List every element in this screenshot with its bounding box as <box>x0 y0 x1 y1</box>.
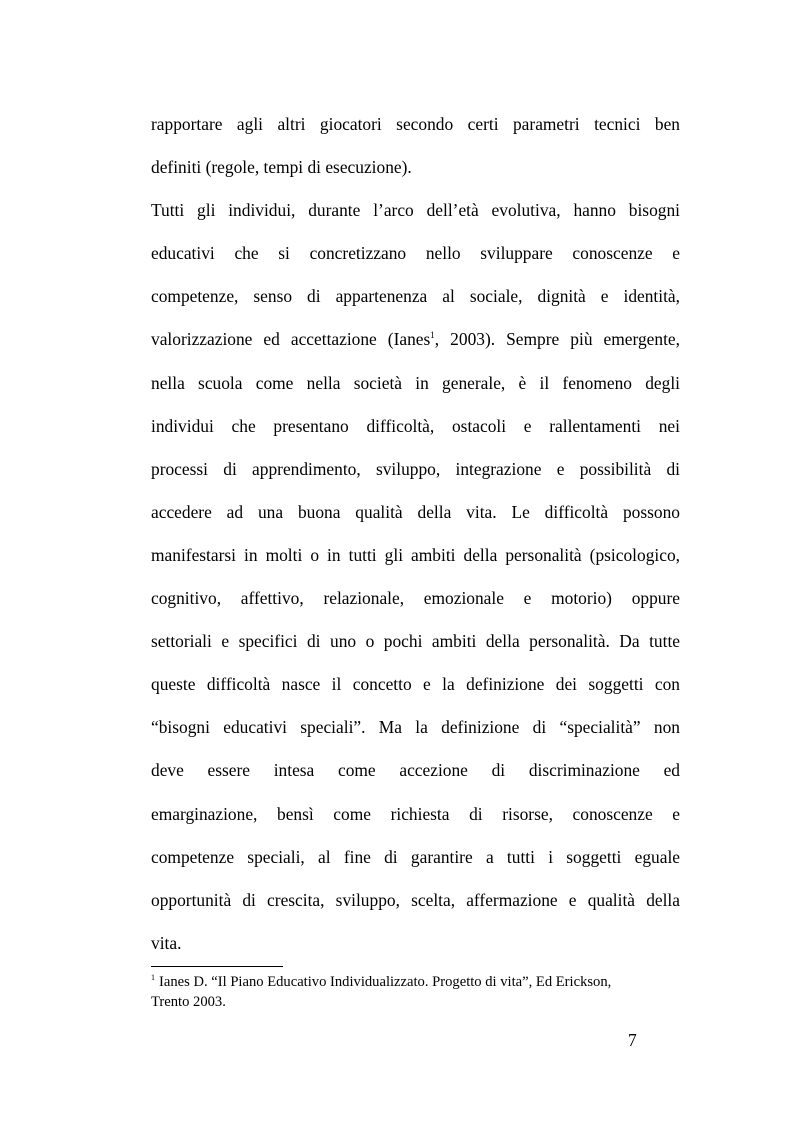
text-line: emarginazione, bensì come richiesta di risorse, conoscenze e <box>151 803 680 824</box>
page-number: 7 <box>628 1030 637 1050</box>
text-line: accedere ad una buona qualità della vita. Le difficoltà possono <box>151 501 680 522</box>
text-line: settoriali e specifici di uno o pochi ambiti della personalità. Da tutte <box>151 631 680 652</box>
text-line: competenze, senso di appartenenza al sociale, dignità e identità, <box>151 286 680 307</box>
footnote-line: Trento 2003. <box>151 994 226 1010</box>
footnote-divider <box>151 966 283 967</box>
text-line: queste difficoltà nasce il concetto e la definizione dei soggetti con <box>151 674 680 695</box>
text-line: individui che presentano difficoltà, ostacoli e rallentamenti nei <box>151 415 680 436</box>
text-line: competenze speciali, al fine di garantire a tutti i soggetti eguale <box>151 846 680 867</box>
text-line: deve essere intesa come accezione di discriminazione ed <box>151 760 680 781</box>
text-line: vita. <box>151 932 182 953</box>
footnote <box>151 972 680 1012</box>
text-line: rapportare agli altri giocatori secondo certi parametri tecnici ben <box>151 114 680 134</box>
text-line: cognitivo, affettivo, relazionale, emozionale e motorio) oppure <box>151 588 680 609</box>
text-line: nella scuola come nella società in generale, è il fenomeno degli <box>151 372 680 393</box>
body-text <box>151 103 680 965</box>
text-segment: valorizzazione ed accettazione (Ianes <box>151 329 431 350</box>
text-line: educativi che si concretizzano nello sviluppare conoscenze e <box>151 243 680 264</box>
footnote-text: Ianes D. “Il Piano Educativo Individualizzato. Progetto di vita”, Ed Erickson, <box>159 974 612 990</box>
text-line: opportunità di crescita, sviluppo, scelta, affermazione e qualità della <box>151 889 680 910</box>
text-line: definiti (regole, tempi di esecuzione). <box>151 157 412 178</box>
footnote-marker: 1 <box>151 973 155 982</box>
text-line: Tutti gli individui, durante l’arco dell’età evolutiva, hanno bisogni <box>151 200 680 221</box>
text-line: manifestarsi in molti o in tutti gli ambiti della personalità (psicologico, <box>151 544 680 565</box>
footnote-reference[interactable]: 1 <box>430 330 435 341</box>
text-line-with-footnote-ref <box>151 318 680 361</box>
text-segment: , 2003). Sempre più emergente, <box>434 329 680 350</box>
text-line: processi di apprendimento, sviluppo, integrazione e possibilità di <box>151 458 680 479</box>
text-line: “bisogni educativi speciali”. Ma la definizione di “specialità” non <box>151 717 680 738</box>
footnote-line <box>151 972 680 992</box>
